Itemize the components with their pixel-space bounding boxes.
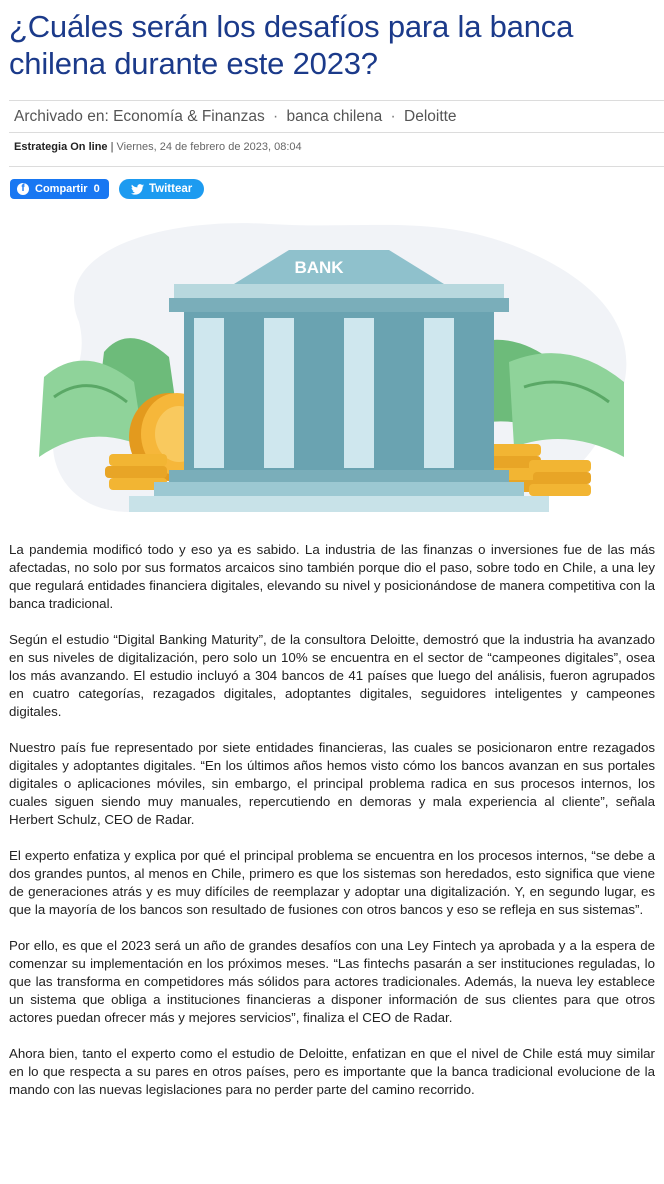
paragraph: Ahora bien, tanto el experto como el estudio de Deloitte, enfatizan en que el nivel de Chile está muy similar en lo que respecta a su pares en otros países, pero es importante que la banca tradicional evolucione de la mando con las nuevas legislaciones para no perder parte del camino recorrido. (9, 1046, 655, 1097)
byline-separator: | (110, 141, 114, 153)
paragraph: Por ello, es que el 2023 será un año de grandes desafíos con una Ley Fintech ya aprobada y a la espera de comenzar su implementación en los próximos meses. “Las fintechs pasarán a ser instituciones reguladas, lo que las transforma en competidores más sólidos para actores tradicionales. Además, la nueva ley establece un sistema que obliga a instituciones financieras a disponer información de sus clientes para que otros actores puedan ofrecer más y mejores servicios”, finaliza el CEO de Radar. (9, 938, 655, 1025)
divider (9, 132, 664, 133)
facebook-icon: f (17, 183, 29, 195)
author: Estrategia On line (14, 141, 108, 153)
divider (9, 166, 664, 167)
facebook-share-count: 0 (93, 183, 100, 195)
paragraph: Según el estudio “Digital Banking Maturity”, de la consultora Deloitte, demostró que la industria ha avanzado en sus niveles de digitalización, pero solo un 10% se encuentra en el sector de “campeones digitales”, osea los más avanzando. El estudio incluyó a 304 bancos de 41 países que luego del análisis, fueron agrupados en cuatro categorías, rezagados digitales, adoptantes digitales, seguidores inteligentes y campeones digitales. (9, 632, 655, 719)
archived-label: Archivado en: (14, 108, 109, 125)
facebook-share-button[interactable] (10, 179, 109, 199)
twitter-share-label: Twittear (149, 183, 193, 195)
twitter-share-button[interactable] (119, 179, 204, 199)
tag-link-economia[interactable]: Economía & Finanzas (113, 108, 265, 125)
divider (9, 100, 664, 101)
bank-building (129, 250, 549, 512)
tag-link-banca-chilena[interactable]: banca chilena (286, 108, 383, 125)
tag-link-deloitte[interactable]: Deloitte (404, 108, 457, 125)
paragraph: El experto enfatiza y explica por qué el principal problema se encuentra en los procesos internos, “se debe a dos grandes puntos, al menos en Chile, primero es que los sistemas son heredados, esto significa que viene de generaciones atrás y es muy difíciles de reemplazar y adoptar una digitalización. Y, en segundo lugar, es que la mayoría de los bancos son resultado de fusiones con otros bancos y eso se refleja en sus sistemas”. (9, 848, 655, 917)
tag-separator: · (273, 108, 279, 125)
article-title: ¿Cuáles serán los desafíos para la banca chilena durante este 2023? (9, 9, 574, 81)
hero-bank-illustration (9, 212, 661, 522)
paragraph: Nuestro país fue representado por siete entidades financieras, las cuales se posicionaron entre rezagados digitales y adoptantes digitales. “En los últimos años hemos visto cómo los bancos avanzan en sus portales digitales o aplicaciones móviles, sin embargo, el principal problema radica en sus procesos internos, los cuales siguen siendo muy manuales, repercutiendo en demoras y mala experiencia al cliente”, señala Herbert Schulz, CEO de Radar. (9, 740, 655, 827)
paragraph: La pandemia modificó todo y eso ya es sabido. La industria de las finanzas o inversiones fue de las más afectadas, no solo por sus formatos arcaicos sino también porque dio el paso, sobre todo en Chile, a una ley que regulará entidades financiera digitales, elevando su nivel y posicionándose de manera competitiva con la banca tradicional. (9, 542, 655, 611)
facebook-share-label: Compartir (35, 183, 88, 195)
publish-date: Viernes, 24 de febrero de 2023, 08:04 (116, 141, 302, 153)
bank-sign: BANK (294, 258, 344, 277)
tag-separator: · (390, 108, 396, 125)
twitter-bird-icon (131, 184, 144, 195)
byline (14, 141, 302, 153)
archived-in (14, 108, 457, 126)
article-body (9, 541, 655, 1117)
